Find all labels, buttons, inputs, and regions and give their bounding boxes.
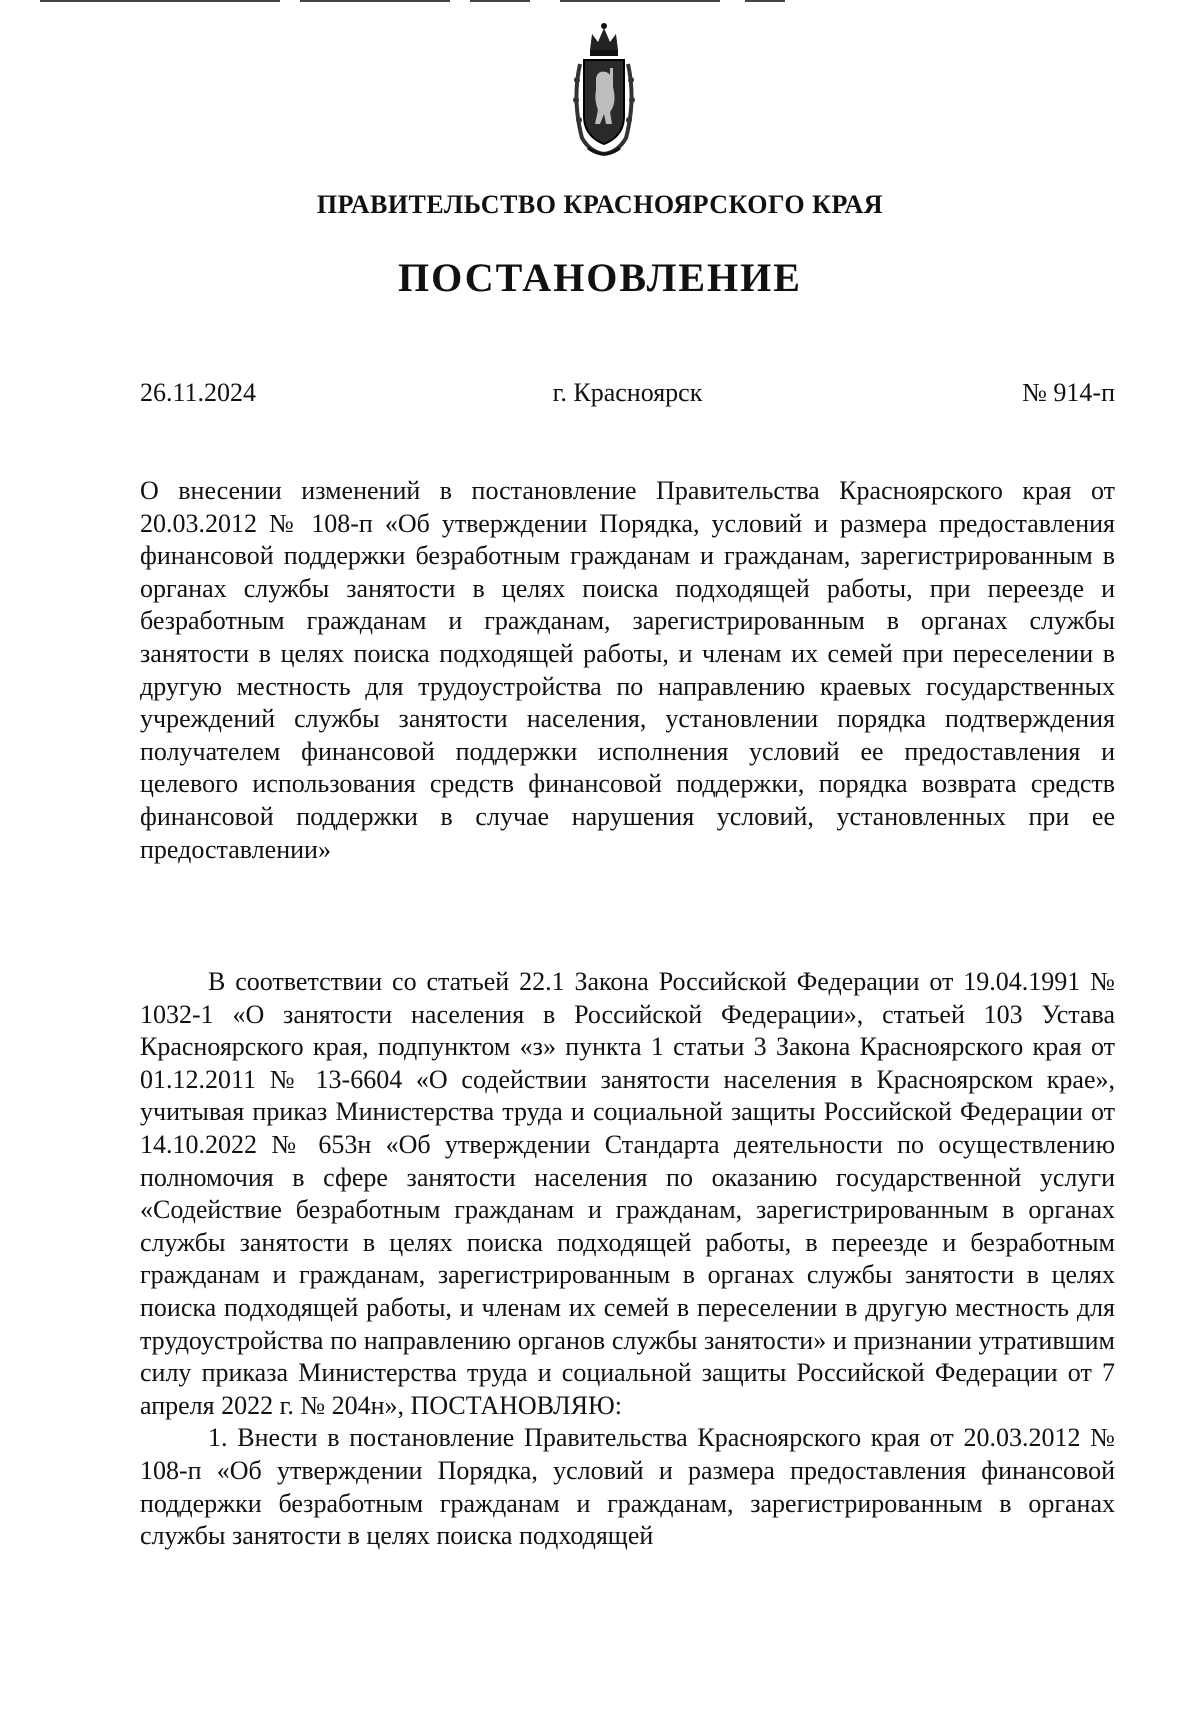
krasnoyarsk-coat-of-arms-icon bbox=[568, 20, 640, 160]
document-city: г. Красноярск bbox=[552, 378, 703, 407]
document-subject bbox=[140, 475, 1115, 866]
scan-edge-line bbox=[300, 0, 450, 2]
scan-edge-line bbox=[745, 0, 785, 2]
organization-title: ПРАВИТЕЛЬСТВО КРАСНОЯРСКОГО КРАЯ bbox=[316, 190, 884, 219]
document-date: 26.11.2024 bbox=[140, 378, 257, 407]
scan-edge-line bbox=[40, 0, 280, 2]
document-type-title: ПОСТАНОВЛЕНИЕ bbox=[398, 255, 802, 300]
preamble-paragraph: В соответствии со статьей 22.1 Закона Российской Федерации от 19.04.1991 № 1032-1 «О занятости населения в Российской Федерации», статьей 103 Устава Красноярского края, подпунктом «з» пункта 1 статьи 3 Закона Красноярского края от 01.12.2011 № 13-6604 «О содействии занятости населения в Красноярском крае», учитывая приказ Министерства труда и социальной защиты Российской Федерации от 14.10.2022 № 653н «Об утверждении Стандарта деятельности по осуществлению полномочия в сфере занятости населения по оказанию государственной услуги «Содействие безработным гражданам и гражданам, зарегистрированным в органах службы занятости в целях поиска подходящей работы, в переезде и безработным гражданам и гражданам, зарегистрированным в органах службы занятости в целях поиска подходящей работы, и членам их семей в переселении в другую местность для трудоустройства по направлению органов службы занятости» и признании утратившим силу приказа Министерства труда и социальной защиты Российской Федерации от 7 апреля 2022 г. № 204н», ПОСТАНОВЛЯЮ: bbox=[140, 967, 1115, 1420]
scan-edge-line bbox=[470, 0, 530, 2]
item-1-paragraph: 1. Внести в постановление Правительства Красноярского края от 20.03.2012 № 108-п «Об утверждении Порядка, условий и размера предоставления финансовой поддержки безработным гражданам и гражданам, зарегистрированным в органах службы занятости в целях поиска подходящей bbox=[140, 1423, 1115, 1551]
scan-edge-line bbox=[560, 0, 720, 2]
document-subject-text: О внесении изменений в постановление Правительства Красноярского края от 20.03.2012 № 108-п «Об утверждении Порядка, условий и размера предоставления финансовой поддержки безработным гражданам и гражданам, зарегистрированным в органах службы занятости в целях поиска подходящей работы, при переезде и безработным гражданам и гражданам, зарегистрированным в органах службы занятости в целях поиска подходящей работы, и членам их семей при переселении в другую местность для трудоустройства по направлению краевых государственных учреждений службы занятости населения, установлении порядка подтверждения получателем финансовой поддержки исполнения условий ее предоставления и целевого использования средств финансовой поддержки, порядка возврата средств финансовой поддержки в случае нарушения условий, установленных при ее предоставлении» bbox=[140, 476, 1115, 864]
document-number: № 914-п bbox=[1022, 378, 1115, 407]
document-meta-row bbox=[140, 378, 1115, 414]
document-body bbox=[140, 966, 1115, 1553]
